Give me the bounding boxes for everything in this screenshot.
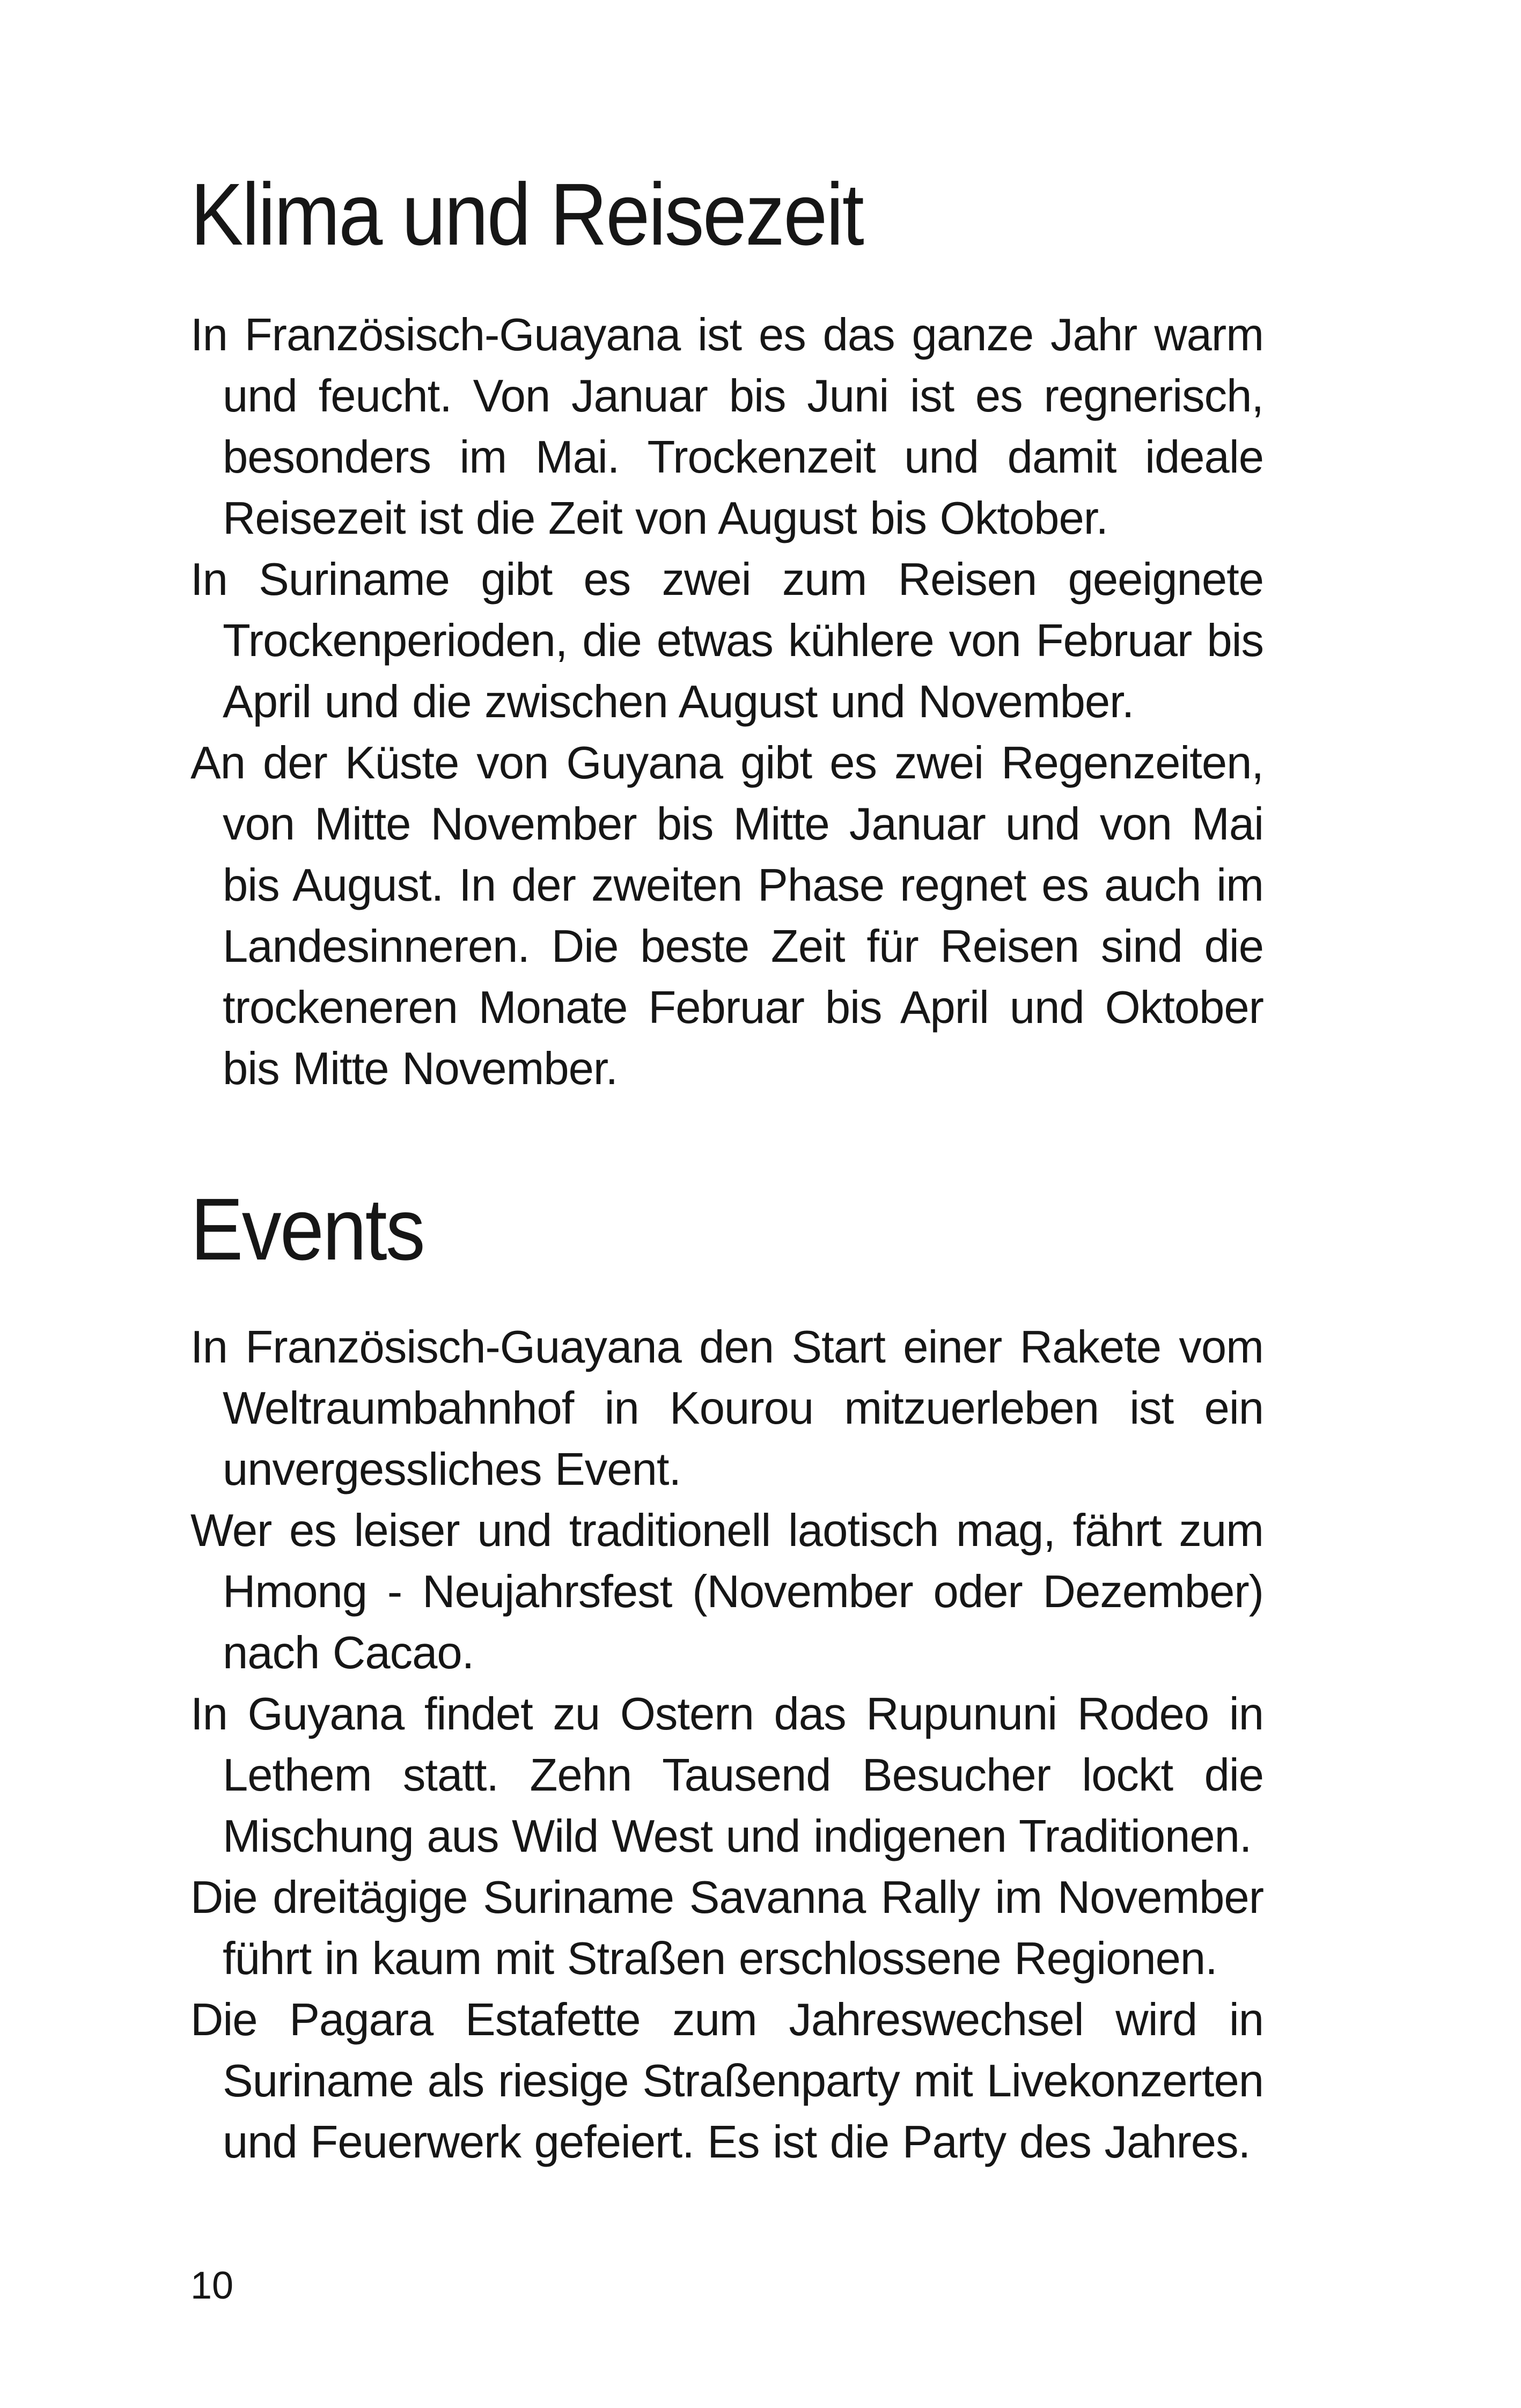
section-heading-klima: Klima und Reisezeit: [190, 165, 863, 263]
paragraph-suriname-klima: In Suriname gibt es zwei zum Reisen geeignete Trockenperioden, die etwas kühlere von Februar bis April und die zwischen August und November.: [190, 554, 1263, 727]
section-heading-events: Events: [190, 1180, 424, 1278]
page-number: 10: [190, 2264, 234, 2307]
paragraph-rakete-kourou: In Französisch-Guayana den Start einer Rakete vom Weltraumbahnhof in Kourou mitzuerleben ist ein unvergessliches Event.: [190, 1322, 1263, 1495]
section-body-events: [190, 1317, 1263, 2173]
paragraph-guyana-klima: An der Küste von Guyana gibt es zwei Regenzeiten, von Mitte November bis Mitte Januar und von Mai bis August. In der zweiten Phase regnet es auch im Landesinneren. Die beste Zeit für Reisen sind die trockeneren Monate Februar bis April und Oktober bis Mitte November.: [190, 738, 1263, 1094]
paragraph-rupununi-rodeo: In Guyana findet zu Ostern das Rupununi Rodeo in Lethem statt. Zehn Tausend Besucher lockt die Mischung aus Wild West und indigenen Traditionen.: [190, 1689, 1263, 1862]
book-page: [190, 0, 1263, 2408]
paragraph-franzoesisch-guayana-klima: In Französisch-Guayana ist es das ganze Jahr warm und feucht. Von Januar bis Juni ist es regnerisch, besonders im Mai. Trockenzeit und damit ideale Reisezeit ist die Zeit von August bis Oktober.: [190, 310, 1263, 544]
paragraph-savanna-rally: Die dreitägige Suriname Savanna Rally im November führt in kaum mit Straßen erschlossene Regionen.: [190, 1872, 1263, 1984]
paragraph-pagara-estafette: Die Pagara Estafette zum Jahreswechsel wird in Suriname als riesige Straßenparty mit Livekonzerten und Feuerwerk gefeiert. Es ist die Party des Jahres.: [190, 1994, 1263, 2168]
section-body-klima: [190, 305, 1263, 1100]
paragraph-hmong-neujahrsfest: Wer es leiser und traditionell laotisch mag, fährt zum Hmong - Neujahrsfest (November oder Dezember) nach Cacao.: [190, 1505, 1263, 1678]
